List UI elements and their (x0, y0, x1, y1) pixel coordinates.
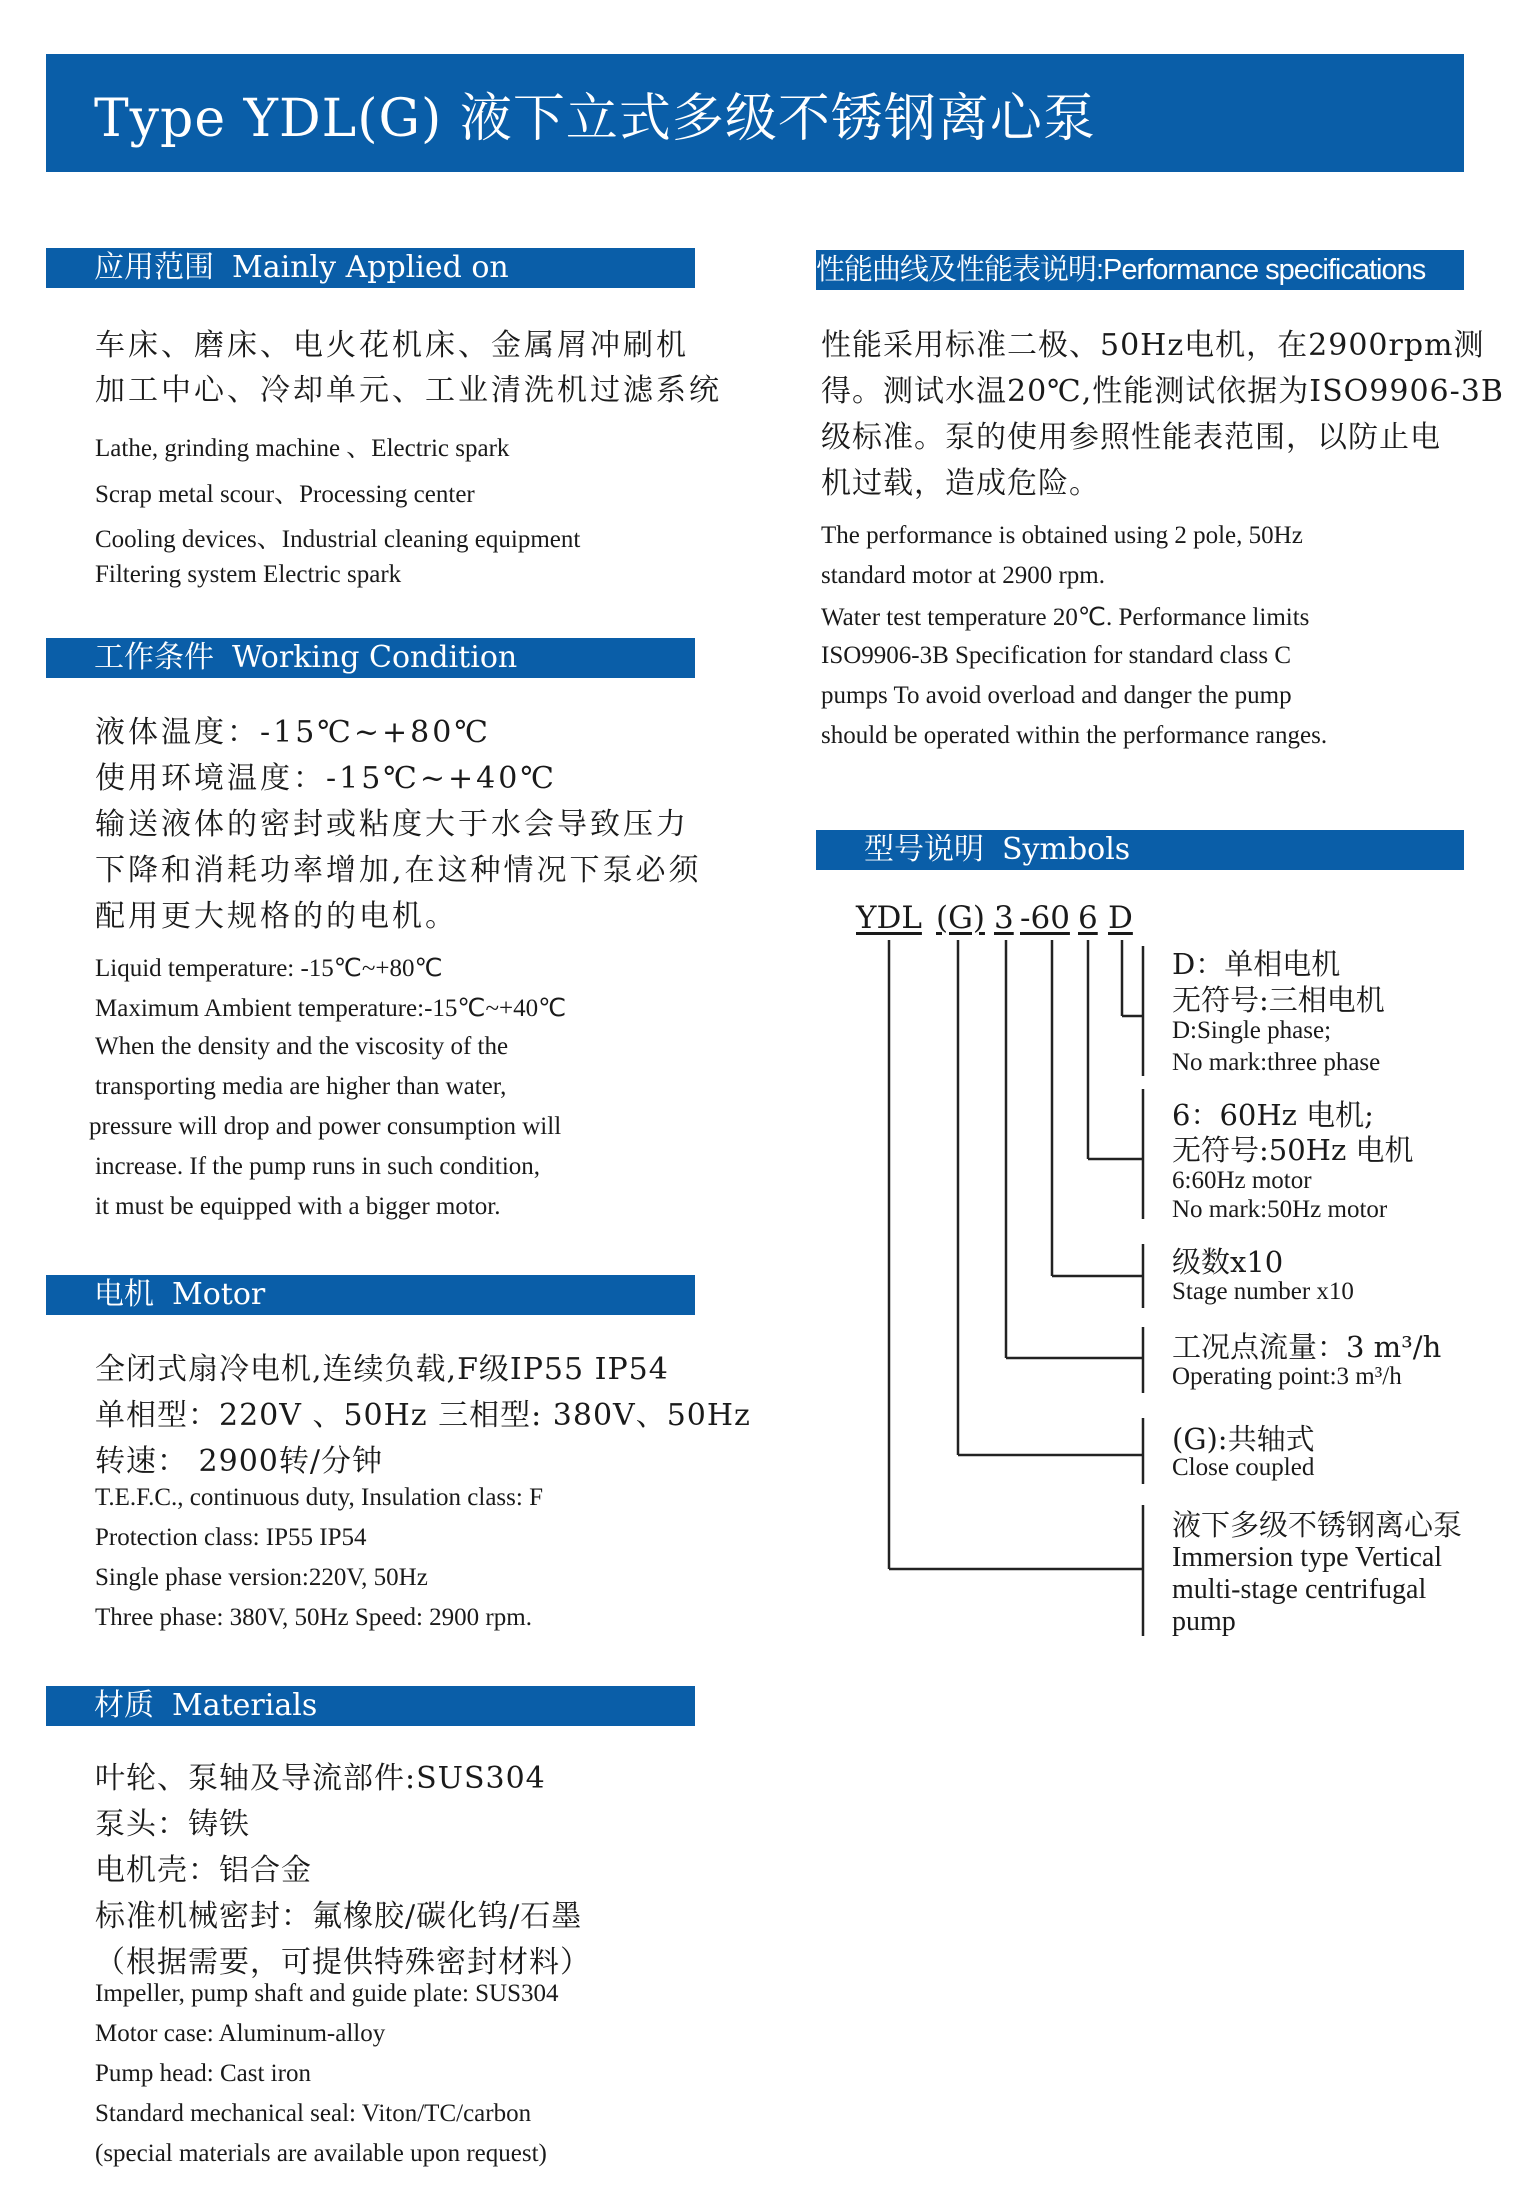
working-en-line: it must be equipped with a bigger motor. (95, 1193, 501, 1220)
working-en-line: pressure will drop and power consumption will (89, 1113, 562, 1140)
materials-zh-line: 叶轮、泵轴及导流部件:SUS304 (95, 1761, 546, 1796)
sym-freq-zh1: 6：60Hz 电机; (1172, 1098, 1374, 1132)
sym-flow-en: Operating point:3 m³/h (1172, 1363, 1402, 1390)
working-en-line: increase. If the pump runs in such condition, (95, 1153, 541, 1180)
materials-heading-zh: 材质 (94, 1688, 154, 1723)
performance-en-line: should be operated within the performance ranges. (821, 722, 1328, 749)
performance-en-line: ISO9906-3B Specification for standard class C (821, 642, 1292, 669)
working-zh-line: 下降和消耗功率增加,在这种情况下泵必须 (95, 853, 702, 888)
sym-series-zh: 液下多级不锈钢离心泵 (1172, 1508, 1463, 1542)
materials-zh-line: 电机壳：铝合金 (95, 1853, 312, 1888)
applied-heading-zh: 应用范围 (94, 250, 214, 285)
sym-coupling-en: Close coupled (1172, 1454, 1315, 1481)
code-coupling: (G) (936, 900, 985, 936)
sym-d-en2: No mark:three phase (1172, 1049, 1381, 1076)
code-frequency: 6 (1078, 900, 1098, 936)
sym-series-en1: Immersion type Vertical (1172, 1542, 1443, 1573)
applied-zh-line: 加工中心、冷却单元、工业清洗机过滤系统 (95, 373, 722, 408)
materials-en-line: (special materials are available upon request) (95, 2140, 547, 2167)
performance-zh-line: 得。测试水温20℃,性能测试依据为ISO9906-3B (821, 374, 1504, 409)
materials-en-line: Motor case: Aluminum-alloy (95, 2020, 386, 2047)
motor-en-line: T.E.F.C., continuous duty, Insulation class: F (95, 1484, 543, 1511)
working-en-line: When the density and the viscosity of the (95, 1033, 509, 1060)
motor-en-line: Three phase: 380V, 50Hz Speed: 2900 rpm. (95, 1604, 532, 1631)
motor-zh-line: 转速： 2900转/分钟 (95, 1444, 383, 1479)
working-heading-en: Working Condition (232, 640, 518, 675)
materials-en-line: Standard mechanical seal: Viton/TC/carbon (95, 2100, 532, 2127)
sym-freq-en1: 6:60Hz motor (1172, 1167, 1312, 1194)
applied-en-line: Scrap metal scour、Processing center (95, 481, 475, 508)
code-series: YDL (856, 900, 922, 936)
performance-en-line: Water test temperature 20℃. Performance limits (821, 604, 1310, 631)
code-stage: -60 (1020, 900, 1070, 936)
materials-zh-line: 标准机械密封：氟橡胶/碳化钨/石墨 (95, 1899, 583, 1934)
sym-stage-en: Stage number x10 (1172, 1278, 1354, 1305)
working-heading-zh: 工作条件 (94, 640, 214, 675)
performance-zh-line: 性能采用标准二极、50Hz电机，在2900rpm测 (821, 328, 1485, 363)
sym-d-zh2: 无符号:三相电机 (1172, 983, 1385, 1017)
materials-en-line: Pump head: Cast iron (95, 2060, 311, 2087)
motor-heading-zh: 电机 (94, 1277, 154, 1312)
applied-en-line: Cooling devices、Industrial cleaning equipment (95, 526, 581, 553)
sym-freq-zh2: 无符号:50Hz 电机 (1172, 1133, 1414, 1167)
page-title: Type YDL(G) 液下立式多级不锈钢离心泵 (94, 89, 1096, 149)
sym-flow-zh: 工况点流量：3 m³/h (1172, 1330, 1442, 1364)
materials-zh-line: 泵头：铸铁 (95, 1807, 250, 1842)
motor-en-line: Single phase version:220V, 50Hz (95, 1564, 428, 1591)
working-en-line: Maximum Ambient temperature:-15℃~+40℃ (95, 995, 567, 1022)
performance-zh-line: 机过载，造成危险。 (821, 466, 1100, 501)
working-zh-line: 使用环境温度：-15℃~+40℃ (95, 761, 557, 796)
motor-en-line: Protection class: IP55 IP54 (95, 1524, 367, 1551)
performance-zh-line: 级标准。泵的使用参照性能表范围，以防止电 (821, 420, 1441, 455)
performance-en-line: The performance is obtained using 2 pole, 50Hz (821, 522, 1303, 549)
sym-d-zh1: D：单相电机 (1172, 947, 1341, 981)
materials-en-line: Impeller, pump shaft and guide plate: SUS304 (95, 1980, 559, 2007)
working-zh-line: 输送液体的密封或粘度大于水会导致压力 (95, 807, 689, 842)
materials-zh-line: （根据需要，可提供特殊密封材料） (95, 1945, 591, 1980)
code-phase: D (1108, 900, 1133, 936)
sym-stage-zh: 级数x10 (1172, 1245, 1284, 1279)
sym-freq-en2: No mark:50Hz motor (1172, 1196, 1388, 1223)
sym-d-en1: D:Single phase; (1172, 1017, 1332, 1044)
motor-zh-line: 单相型：220V 、50Hz 三相型: 380V、50Hz (95, 1398, 751, 1433)
sym-series-en2: multi-stage centrifugal (1172, 1574, 1427, 1605)
materials-heading-en: Materials (172, 1688, 318, 1723)
applied-heading-en: Mainly Applied on (232, 250, 509, 285)
applied-en-line: Lathe, grinding machine 、Electric spark (95, 435, 510, 462)
motor-heading-en: Motor (172, 1277, 266, 1312)
sym-coupling-zh: (G):共轴式 (1172, 1422, 1315, 1456)
working-zh-line: 配用更大规格的的电机。 (95, 899, 458, 934)
applied-zh-line: 车床、磨床、电火花机床、金属屑冲刷机 (95, 328, 689, 363)
working-zh-line: 液体温度：-15℃~+80℃ (95, 715, 491, 750)
performance-heading-text: 性能曲线及性能表说明:Performance specifications (816, 254, 1426, 286)
performance-en-line: standard motor at 2900 rpm. (821, 562, 1105, 589)
applied-en-line: Filtering system Electric spark (95, 561, 402, 588)
sym-series-en3: pump (1172, 1606, 1236, 1637)
working-en-line: transporting media are higher than water, (95, 1073, 507, 1100)
performance-en-line: pumps To avoid overload and danger the pump (821, 682, 1292, 709)
code-flow: 3 (994, 900, 1014, 936)
symbols-heading-en: Symbols (1002, 832, 1131, 867)
motor-zh-line: 全闭式扇冷电机,连续负载,F级IP55 IP54 (95, 1352, 669, 1387)
working-en-line: Liquid temperature: -15℃~+80℃ (95, 955, 443, 982)
symbols-heading-zh: 型号说明 (864, 832, 984, 867)
